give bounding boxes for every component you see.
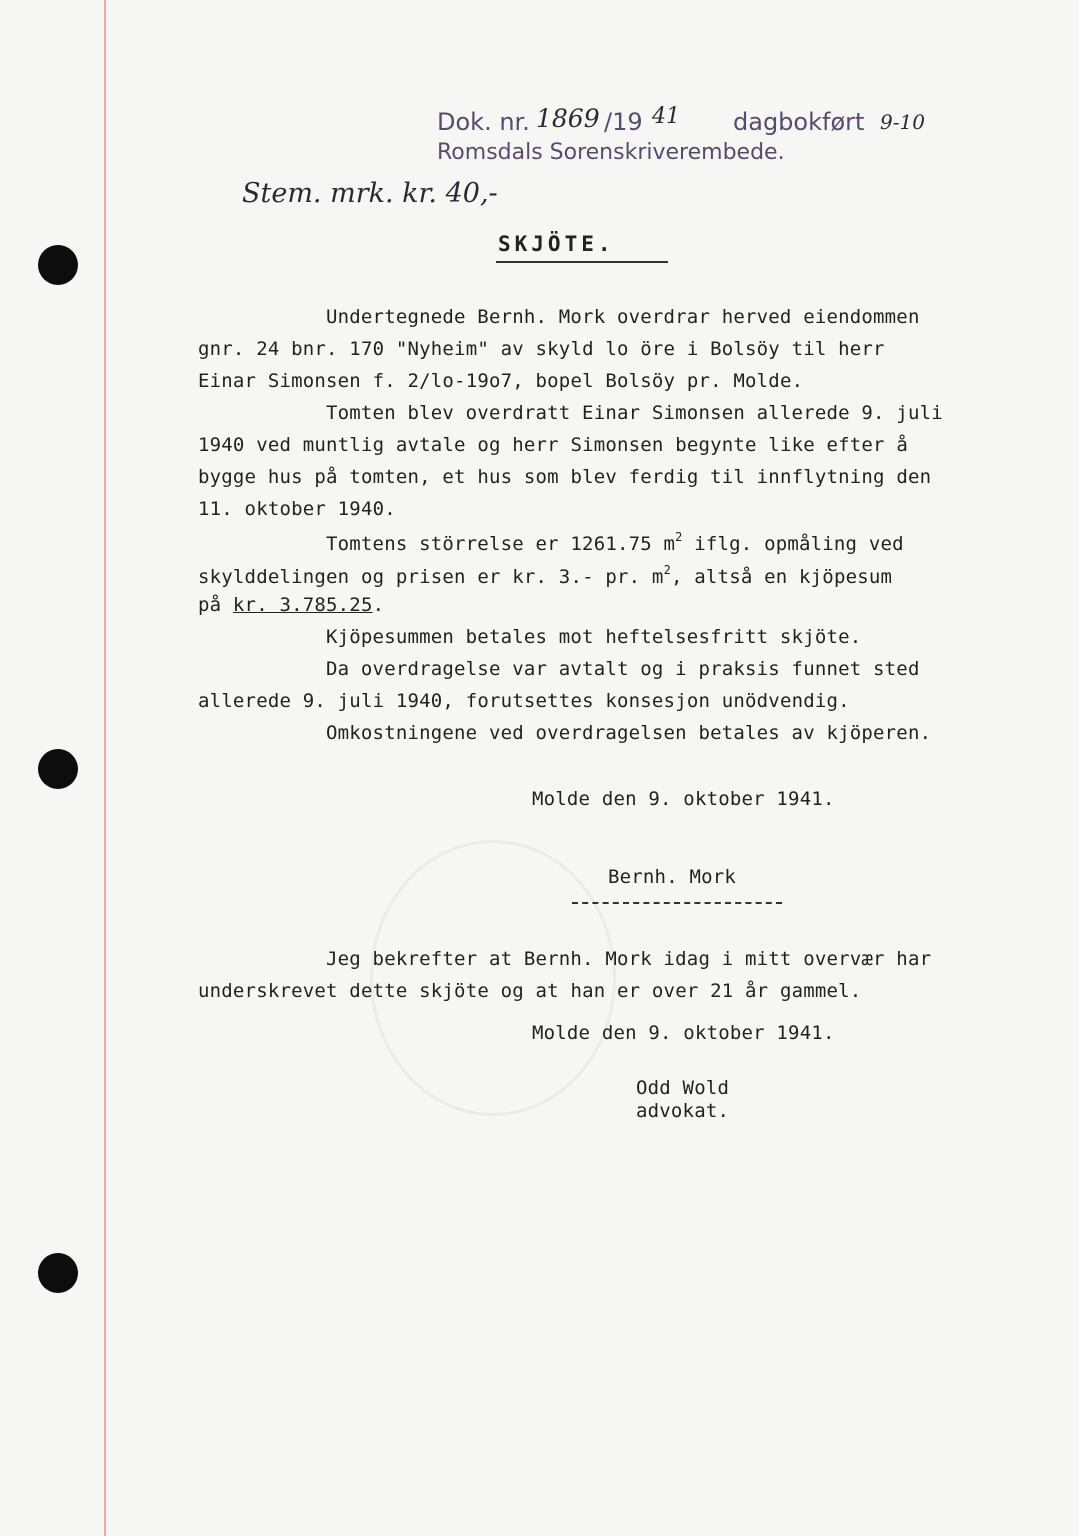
faint-watermark <box>370 840 616 1116</box>
title-underline <box>496 261 668 263</box>
body-line: Omkostningene ved overdragelsen betales av kjöperen. <box>326 722 932 744</box>
text-part: . <box>372 594 385 616</box>
stamp-office: Romsdals Sorenskriverembede. <box>437 140 785 165</box>
text-part: , altså en kjöpesum <box>671 566 893 588</box>
place-date-1: Molde den 9. oktober 1941. <box>532 788 835 810</box>
superscript: 2 <box>663 563 671 577</box>
witness-name: Odd Wold <box>636 1077 730 1099</box>
superscript: 2 <box>675 530 683 544</box>
stamp-registered-date: 9-10 <box>880 110 925 134</box>
text-part: Tomtens störrelse er 1261.75 m <box>326 533 676 555</box>
text-part: på <box>198 594 233 616</box>
signature-seller: Bernh. Mork <box>608 866 737 888</box>
body-line <box>326 530 904 555</box>
handwritten-fee-note: Stem. mrk. kr. 40,- <box>242 178 498 209</box>
text-part: iflg. opmåling ved <box>682 533 904 555</box>
body-line: Da overdragelse var avtalt og i praksis funnet sted <box>326 658 920 680</box>
body-line: 11. oktober 1940. <box>198 498 396 520</box>
purchase-sum: kr. 3.785.25 <box>232 594 373 616</box>
stamp-year-suffix: 41 <box>652 104 680 129</box>
body-line: Einar Simonsen f. 2/lo-19o7, bopel Bolsöy pr. Molde. <box>198 370 804 392</box>
stamp-doc-number: 1869 <box>536 104 600 133</box>
punch-hole-top <box>38 245 78 285</box>
body-line: Kjöpesummen betales mot heftelsesfritt skjöte. <box>326 626 862 648</box>
punch-hole-bottom <box>38 1253 78 1293</box>
text-part: skylddelingen og prisen er kr. 3.- pr. m <box>198 566 664 588</box>
witness-line: Jeg bekrefter at Bernh. Mork idag i mitt overvær har <box>326 948 932 970</box>
punch-hole-middle <box>38 749 78 789</box>
red-margin-line <box>104 0 106 1536</box>
stamp-registered-label: dagbokført <box>733 108 865 136</box>
witness-line: underskrevet dette skjöte og at han er over 21 år gammel. <box>198 980 862 1002</box>
body-line: Undertegnede Bernh. Mork overdrar herved eiendommen <box>326 306 920 328</box>
place-date-2: Molde den 9. oktober 1941. <box>532 1022 835 1044</box>
stamp-doc-label: Dok. nr. <box>437 108 530 136</box>
body-line: gnr. 24 bnr. 170 "Nyheim" av skyld lo öre i Bolsöy til herr <box>198 338 885 360</box>
body-line <box>198 563 892 588</box>
signature-dashed-line <box>572 902 782 904</box>
body-line <box>198 594 384 616</box>
body-line: bygge hus på tomten, et hus som blev ferdig til innflytning den <box>198 466 932 488</box>
stamp-year-prefix: /19 <box>604 108 643 136</box>
body-line: Tomten blev overdratt Einar Simonsen allerede 9. juli <box>326 402 943 424</box>
body-line: 1940 ved muntlig avtale og herr Simonsen begynte like efter å <box>198 434 908 456</box>
body-line: allerede 9. juli 1940, forutsettes konsesjon unödvendig. <box>198 690 850 712</box>
document-title: SKJÖTE. <box>498 232 615 256</box>
witness-title: advokat. <box>636 1100 730 1122</box>
